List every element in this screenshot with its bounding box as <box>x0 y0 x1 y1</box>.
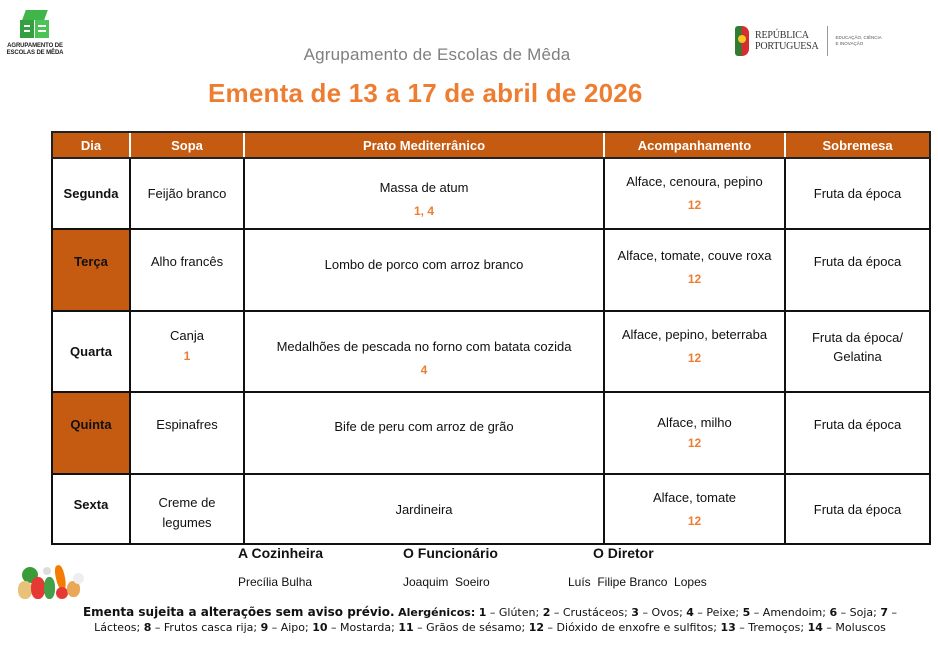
side-cell <box>604 311 785 392</box>
soup-label: Creme de legumes <box>158 495 216 530</box>
soup-label: Feijão branco <box>147 186 227 201</box>
green-cube-logo-icon <box>20 10 50 40</box>
signature-name: Precília Bulha <box>238 575 313 589</box>
side-cell <box>604 158 785 229</box>
allergen-item: 10 – Mostarda; <box>312 621 395 634</box>
day-label: Segunda <box>63 186 119 201</box>
allergen-item: 6 – Soja; <box>829 606 877 619</box>
allergen-item: 8 – Frutos casca rija; <box>143 621 258 634</box>
allergen-codes: 4 <box>420 363 428 377</box>
republic-line2: PORTUGUESA <box>755 41 819 52</box>
allergen-item: 1 – Glúten; <box>478 606 540 619</box>
dessert-cell <box>785 311 930 392</box>
day-label: Quarta <box>70 344 112 359</box>
main-cell <box>244 158 604 229</box>
logo-text-line1: AGRUPAMENTO DE <box>7 43 63 49</box>
signatures <box>0 545 938 595</box>
dessert-label: Fruta da época <box>813 417 902 432</box>
allergen-item: 14 – Moluscos <box>807 621 886 634</box>
column-header-soup: Sopa <box>130 132 244 158</box>
soup-label: Canja <box>170 327 204 343</box>
allergen-item: 13 – Tremoços; <box>720 621 805 634</box>
main-label: Bife de peru com arroz de grão <box>334 419 514 434</box>
side-label: Alface, tomate <box>652 489 737 505</box>
table-row <box>52 474 930 544</box>
column-header-main: Prato Mediterrânico <box>244 132 604 158</box>
signature-cook <box>238 545 323 589</box>
soup-cell <box>130 229 244 311</box>
day-cell <box>52 311 130 392</box>
signature-staff <box>403 545 498 589</box>
day-cell <box>52 158 130 229</box>
signature-role: O Funcionário <box>403 545 498 561</box>
allergen-item: 3 – Ovos; <box>631 606 683 619</box>
table-row <box>52 311 930 392</box>
allergen-item: 2 – Crustáceos; <box>542 606 628 619</box>
signature-name: Luís Filipe Branco Lopes <box>568 575 707 589</box>
soup-cell <box>130 392 244 474</box>
day-label: Sexta <box>73 496 109 512</box>
allergen-item: 4 – Peixe; <box>686 606 740 619</box>
main-label: Massa de atum <box>379 180 469 195</box>
allergen-item: 12 – Dióxido de enxofre e sulfitos; <box>528 621 717 634</box>
dessert-label-line2: Gelatina <box>833 348 882 364</box>
main-label: Lombo de porco com arroz branco <box>324 256 524 272</box>
side-cell <box>604 392 785 474</box>
soup-cell <box>130 311 244 392</box>
republic-line1: REPÚBLICA <box>755 30 809 41</box>
day-cell <box>52 392 130 474</box>
allergen-item: 5 – Amendoim; <box>742 606 826 619</box>
side-cell <box>604 229 785 311</box>
main-label: Jardineira <box>395 501 453 517</box>
main-cell <box>244 229 604 311</box>
soup-label: Espinafres <box>156 417 218 432</box>
allergen-codes: 12 <box>687 351 702 365</box>
day-label: Terça <box>74 254 108 269</box>
column-header-dessert: Sobremesa <box>785 132 930 158</box>
ministry-line2: E INOVAÇÃO <box>835 41 864 46</box>
allergen-item: 9 – Aipo; <box>260 621 309 634</box>
allergen-item: 7 – Lácteos; <box>94 606 897 634</box>
main-cell <box>244 474 604 544</box>
soup-cell <box>130 474 244 544</box>
allergen-codes: 12 <box>687 198 702 212</box>
allergen-footer <box>60 605 920 635</box>
dessert-label: Fruta da época <box>813 254 902 269</box>
dessert-cell <box>785 474 930 544</box>
footer-notice: Ementa sujeita a alterações sem aviso prévio. <box>82 605 395 619</box>
column-header-side: Acompanhamento <box>604 132 785 158</box>
allergen-codes: 12 <box>687 272 702 286</box>
soup-label: Alho francês <box>150 254 224 269</box>
dessert-label: Fruta da época <box>813 186 902 201</box>
dessert-cell <box>785 229 930 311</box>
main-label: Medalhões de pescada no forno com batata cozida <box>276 339 572 354</box>
allergen-codes: 12 <box>687 436 702 450</box>
dessert-cell <box>785 392 930 474</box>
signature-role: A Cozinheira <box>238 545 324 561</box>
table-row <box>52 158 930 229</box>
allergens-label: Alergénicos: <box>398 606 476 619</box>
signature-director <box>568 545 707 589</box>
allergen-codes: 12 <box>687 513 702 528</box>
side-label: Alface, milho <box>657 415 732 430</box>
day-cell <box>52 474 130 544</box>
day-cell <box>52 229 130 311</box>
dessert-label: Fruta da época <box>813 501 902 517</box>
table-row <box>52 392 930 474</box>
side-label: Alface, tomate, couve roxa <box>617 248 772 263</box>
allergen-codes: 1, 4 <box>413 204 434 218</box>
side-label: Alface, pepino, beterraba <box>621 327 768 342</box>
side-cell <box>604 474 785 544</box>
allergen-item: 11 – Grãos de sésamo; <box>398 621 526 634</box>
column-header-day: Dia <box>52 132 130 158</box>
table-row <box>52 229 930 311</box>
side-label: Alface, cenoura, pepino <box>626 174 763 189</box>
allergen-codes: 1 <box>183 348 191 363</box>
ministry-line1: EDUCAÇÃO, CIÊNCIA <box>835 35 882 40</box>
dessert-cell <box>785 158 930 229</box>
signature-name: Joaquim Soeiro <box>403 575 490 589</box>
soup-cell <box>130 158 244 229</box>
dessert-label: Fruta da época/ <box>811 329 904 345</box>
main-cell <box>244 311 604 392</box>
signature-role: O Diretor <box>593 545 654 561</box>
school-name: Agrupamento de Escolas de Mêda <box>303 45 571 64</box>
table-header-row <box>52 132 930 158</box>
page-title: Ementa de 13 a 17 de abril de 2026 <box>208 78 643 108</box>
main-cell <box>244 392 604 474</box>
day-label: Quinta <box>70 417 112 432</box>
logo-text-line2: ESCOLAS DE MÊDA <box>6 50 64 56</box>
menu-table <box>51 131 931 545</box>
